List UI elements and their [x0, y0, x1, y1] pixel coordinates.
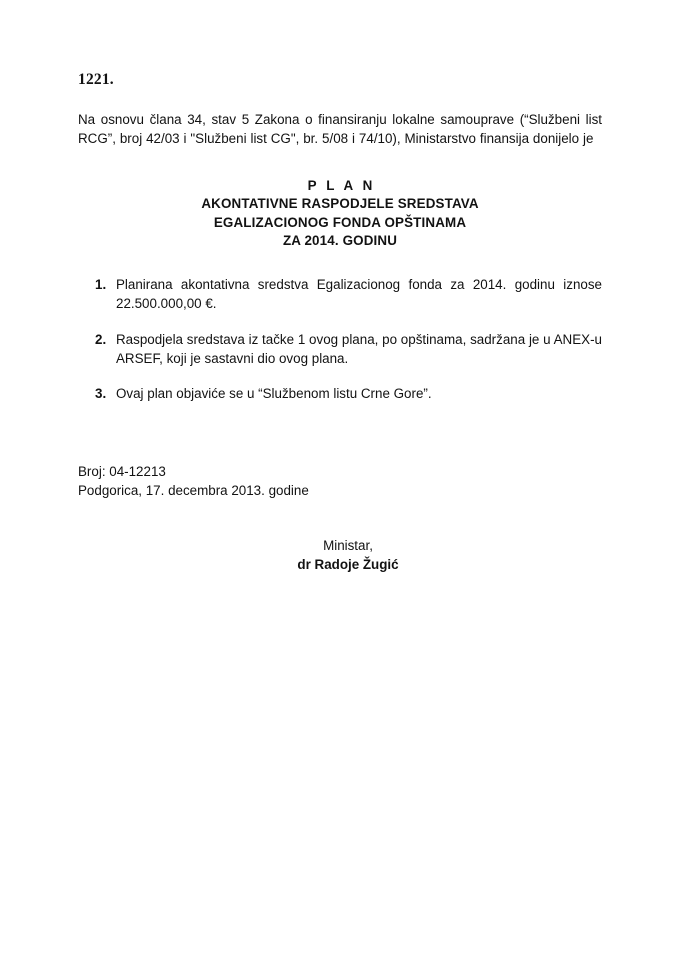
plan-title-line-1: P L A N: [307, 177, 376, 193]
list-item: [78, 384, 602, 419]
place-and-date: Podgorica, 17. decembra 2013. godine: [78, 482, 309, 498]
list-item-number: 1.: [95, 277, 107, 293]
list-item-text: Raspodjela sredstava iz tačke 1 ovog plana, po opštinama, sadržana je u ANEX-u ARSEF, koji je sastavni dio ovog plana.: [116, 331, 602, 366]
signatory-role: Ministar,: [323, 538, 373, 554]
signatory-name: dr Radoje Žugić: [297, 557, 399, 573]
reference-number: Broj: 04-12213: [78, 463, 166, 479]
document-content: [78, 0, 602, 575]
list-item-number: 3.: [95, 386, 107, 402]
act-number: 1221.: [78, 71, 114, 88]
plan-title-block: [78, 149, 602, 251]
signature-block: [78, 500, 602, 575]
plan-title-line-3: EGALIZACIONOG FONDA OPŠTINAMA: [213, 214, 467, 230]
list-item-text: Planirana akontativna sredstva Egalizacionog fonda za 2014. godinu iznose 22.500.000,00 €.: [116, 277, 602, 312]
document-meta: [78, 420, 602, 501]
intro-paragraph: Na osnovu člana 34, stav 5 Zakona o finansiranju lokalne samouprave (“Službeni list RCG”, broj 42/03 i "Službeni list CG", br. 5/08 i 74/10), Ministarstvo finansija donijelo je: [78, 112, 602, 147]
list-item: [78, 330, 602, 385]
plan-provisions-list: [78, 251, 602, 419]
list-item: [78, 275, 602, 330]
plan-title-line-4: ZA 2014. GODINU: [282, 233, 398, 249]
list-item-text: Ovaj plan objaviće se u “Službenom listu Crne Gore”.: [116, 386, 432, 402]
plan-title-line-2: AKONTATIVNE RASPODJELE SREDSTAVA: [201, 196, 479, 212]
list-item-number: 2.: [95, 331, 107, 347]
